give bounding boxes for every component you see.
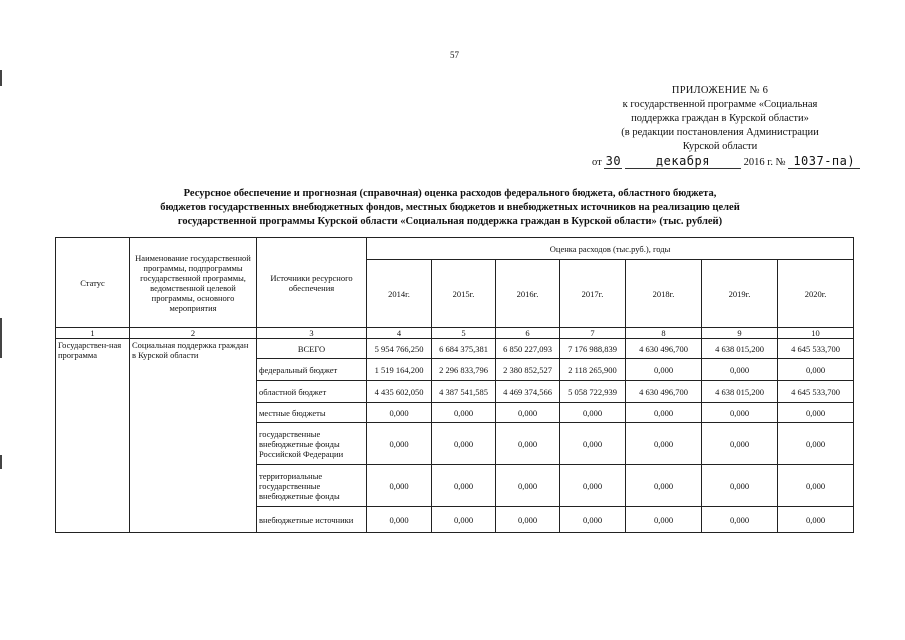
scan-edge-mark xyxy=(0,318,2,358)
value-cell: 5 954 766,250 xyxy=(367,339,432,359)
value-cell: 0,000 xyxy=(778,465,854,507)
appendix-title: ПРИЛОЖЕНИЕ № 6 xyxy=(671,85,769,96)
value-cell: 4 387 541,585 xyxy=(432,381,496,403)
appendix-line: к государственной программе «Социальная xyxy=(622,99,818,110)
column-number: 4 xyxy=(367,328,432,339)
value-cell: 0,000 xyxy=(367,403,432,423)
value-cell: 5 058 722,939 xyxy=(560,381,626,403)
appendix-line: Курской области xyxy=(682,141,758,152)
page-number: 57 xyxy=(450,50,459,60)
column-number: 6 xyxy=(496,328,560,339)
source-cell: внебюджетные источники xyxy=(257,507,367,533)
resolution-number: 1037-па) xyxy=(788,154,860,169)
appendix-line: (в редакции постановления Администрации xyxy=(621,127,819,138)
value-cell: 6 850 227,093 xyxy=(496,339,560,359)
header-year: 2016г. xyxy=(496,260,560,328)
value-cell: 0,000 xyxy=(626,423,702,465)
value-cell: 1 519 164,200 xyxy=(367,359,432,381)
column-number: 8 xyxy=(626,328,702,339)
value-cell: 6 684 375,381 xyxy=(432,339,496,359)
value-cell: 0,000 xyxy=(432,423,496,465)
value-cell: 4 469 374,566 xyxy=(496,381,560,403)
value-cell: 0,000 xyxy=(496,403,560,423)
value-cell: 0,000 xyxy=(702,465,778,507)
column-number: 9 xyxy=(702,328,778,339)
value-cell: 7 176 988,839 xyxy=(560,339,626,359)
heading-line: Ресурсное обеспечение и прогнозная (справочная) оценка расходов федерального бюджета, областного бюджета, xyxy=(183,188,717,199)
header-estimate: Оценка расходов (тыс.руб.), годы xyxy=(367,238,854,260)
value-cell: 0,000 xyxy=(778,423,854,465)
date-day: 30 xyxy=(605,154,622,168)
program-name-cell: Социальная поддержка граждан в Курской области xyxy=(130,339,257,533)
scan-edge-mark xyxy=(0,70,2,86)
date-prefix: от xyxy=(592,157,602,168)
source-cell: федеральный бюджет xyxy=(257,359,367,381)
value-cell: 0,000 xyxy=(702,403,778,423)
header-year: 2014г. xyxy=(367,260,432,328)
column-number: 3 xyxy=(257,328,367,339)
header-sources: Источники ресурсного обеспечения xyxy=(257,238,367,328)
value-cell: 0,000 xyxy=(626,507,702,533)
source-cell: местные бюджеты xyxy=(257,403,367,423)
heading-line: бюджетов государственных внебюджетных фондов, местных бюджетов и внебюджетных источников на реализацию целей xyxy=(160,202,740,213)
heading-line: государственной программы Курской области «Социальная поддержка граждан в Курской области» (тыс. рублей) xyxy=(177,216,723,227)
value-cell: 0,000 xyxy=(560,423,626,465)
value-cell: 4 630 496,700 xyxy=(626,339,702,359)
value-cell: 0,000 xyxy=(626,403,702,423)
scan-edge-mark xyxy=(0,455,2,469)
value-cell: 0,000 xyxy=(702,507,778,533)
value-cell: 0,000 xyxy=(432,465,496,507)
value-cell: 0,000 xyxy=(778,507,854,533)
value-cell: 0,000 xyxy=(367,465,432,507)
value-cell: 0,000 xyxy=(496,465,560,507)
header-year: 2017г. xyxy=(560,260,626,328)
value-cell: 0,000 xyxy=(626,465,702,507)
column-number: 7 xyxy=(560,328,626,339)
value-cell: 0,000 xyxy=(702,359,778,381)
value-cell: 4 645 533,700 xyxy=(778,339,854,359)
column-number: 1 xyxy=(56,328,130,339)
document-heading xyxy=(120,187,780,229)
appendix-block xyxy=(570,84,870,154)
resource-table xyxy=(55,237,854,533)
source-cell: территориальные государственные внебюджетные фонды xyxy=(257,465,367,507)
value-cell: 4 638 015,200 xyxy=(702,339,778,359)
source-cell: ВСЕГО xyxy=(257,339,367,359)
header-year: 2018г. xyxy=(626,260,702,328)
status-cell: Государствен-ная программа xyxy=(56,339,130,533)
value-cell: 0,000 xyxy=(432,507,496,533)
value-cell: 4 638 015,200 xyxy=(702,381,778,403)
value-cell: 0,000 xyxy=(626,359,702,381)
column-number: 2 xyxy=(130,328,257,339)
value-cell: 0,000 xyxy=(367,507,432,533)
value-cell: 0,000 xyxy=(560,403,626,423)
value-cell: 4 630 496,700 xyxy=(626,381,702,403)
value-cell: 0,000 xyxy=(560,465,626,507)
date-month: декабря xyxy=(625,154,741,169)
header-year: 2015г. xyxy=(432,260,496,328)
column-number: 10 xyxy=(778,328,854,339)
value-cell: 2 118 265,900 xyxy=(560,359,626,381)
value-cell: 0,000 xyxy=(367,423,432,465)
value-cell: 0,000 xyxy=(432,403,496,423)
value-cell: 2 380 852,527 xyxy=(496,359,560,381)
value-cell: 0,000 xyxy=(702,423,778,465)
source-cell: государственные внебюджетные фонды Российской Федерации xyxy=(257,423,367,465)
value-cell: 2 296 833,796 xyxy=(432,359,496,381)
column-number: 5 xyxy=(432,328,496,339)
table-row xyxy=(56,339,854,359)
value-cell: 0,000 xyxy=(778,403,854,423)
value-cell: 0,000 xyxy=(496,423,560,465)
header-status: Статус xyxy=(56,238,130,328)
header-year: 2019г. xyxy=(702,260,778,328)
value-cell: 0,000 xyxy=(778,359,854,381)
value-cell: 0,000 xyxy=(560,507,626,533)
value-cell: 0,000 xyxy=(496,507,560,533)
appendix-line: поддержка граждан в Курской области» xyxy=(631,113,809,124)
source-cell: областной бюджет xyxy=(257,381,367,403)
resolution-date-line xyxy=(592,154,860,169)
header-year: 2020г. xyxy=(778,260,854,328)
value-cell: 4 435 602,050 xyxy=(367,381,432,403)
header-program-name: Наименование государственной программы, подпрограммы государственной программы, ведомственной целевой программы, основного мероприятия xyxy=(130,238,257,328)
date-year: 2016 г. № xyxy=(743,157,786,168)
value-cell: 4 645 533,700 xyxy=(778,381,854,403)
